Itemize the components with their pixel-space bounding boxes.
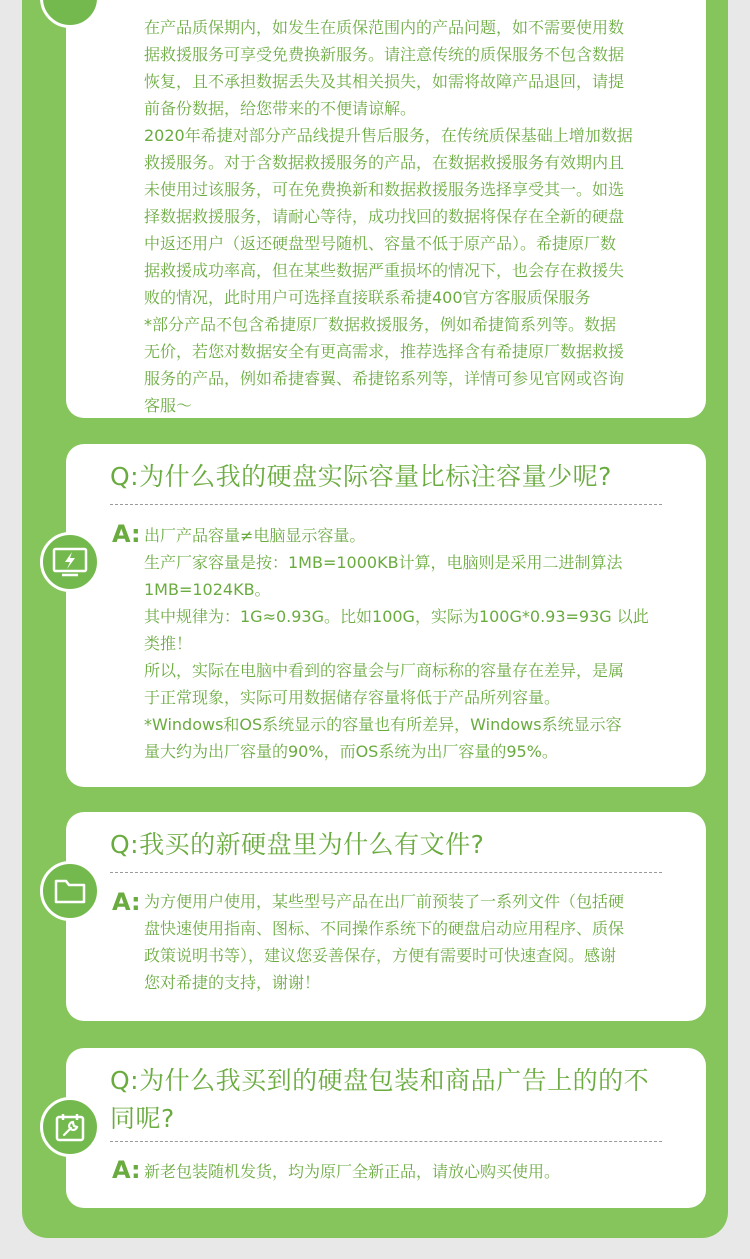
answer-label: A: xyxy=(112,888,141,916)
answer-paragraph xyxy=(144,1158,686,1185)
answer-line: 中返还用户（返还硬盘型号随机、容量不低于原产品）。希捷原厂数 xyxy=(144,234,617,253)
faq-card-warranty xyxy=(66,0,706,418)
answer-text xyxy=(144,14,686,419)
answer-line: *Windows和OS系统显示的容量也有所差异，Windows系统显示容 xyxy=(144,715,622,734)
answer-line: 择数据救援服务，请耐心等待，成功找回的数据将保存在全新的硬盘 xyxy=(144,207,625,226)
folder-icon xyxy=(40,861,100,921)
question-title: Q:我买的新硬盘里为什么有文件? xyxy=(110,830,485,859)
divider xyxy=(110,872,662,873)
divider xyxy=(110,504,662,505)
answer-line: 量大约为出厂容量的90%，而OS系统为出厂容量的95%。 xyxy=(144,742,558,761)
answer-label: A: xyxy=(112,520,141,548)
answer-text xyxy=(144,888,686,996)
answer-line: 于正常现象，实际可用数据储存容量将低于产品所列容量。 xyxy=(144,688,561,707)
faq-card-preloaded-files xyxy=(66,812,706,1021)
answer-paragraph xyxy=(144,14,686,122)
answer-line: 所以，实际在电脑中看到的容量会与厂商标称的容量存在差异，是属 xyxy=(144,661,625,680)
answer-line: 类推！ xyxy=(144,634,193,653)
answer-line: 据救援成功率高，但在某些数据严重损坏的情况下，也会存在救援失 xyxy=(144,261,625,280)
answer-paragraph xyxy=(144,122,686,311)
answer-line: 出厂产品容量≠电脑显示容量。 xyxy=(144,526,366,545)
answer-line: 前备份数据，给您带来的不便请谅解。 xyxy=(144,99,417,118)
answer-line: 1MB=1024KB。 xyxy=(144,580,271,599)
answer-line: 在产品质保期内，如发生在质保范围内的产品问题，如不需要使用数 xyxy=(144,18,625,37)
answer-line: 救援服务。对于含数据救援服务的产品，在数据救援服务有效期内且 xyxy=(144,153,625,172)
question-line: Q:为什么我买到的硬盘包装和商品广告上的的不 xyxy=(110,1066,650,1095)
answer-line: 您对希捷的支持，谢谢！ xyxy=(144,973,321,992)
answer-line: 据救援服务可享受免费换新服务。请注意传统的质保服务不包含数据 xyxy=(144,45,625,64)
answer-line: *部分产品不包含希捷原厂数据救援服务，例如希捷简系列等。数据 xyxy=(144,315,617,334)
question-line: 同呢? xyxy=(110,1104,175,1133)
answer-line: 未使用过该服务，可在免费换新和数据救援服务选择享受其一。如选 xyxy=(144,180,625,199)
question-title xyxy=(110,1062,662,1138)
question-title: Q:为什么我的硬盘实际容量比标注容量少呢? xyxy=(110,462,612,491)
answer-line: 为方便用户使用，某些型号产品在出厂前预装了一系列文件（包括硬 xyxy=(144,892,625,911)
screen-lightning-icon xyxy=(40,532,100,592)
calendar-wrench-icon xyxy=(40,1097,100,1157)
faq-card-capacity xyxy=(66,444,706,787)
answer-line: 恢复，且不承担数据丢失及其相关损失，如需将故障产品退回，请提 xyxy=(144,72,625,91)
answer-line: 无价，若您对数据安全有更高需求，推荐选择含有希捷原厂数据救援 xyxy=(144,342,625,361)
answer-paragraph xyxy=(144,311,686,419)
divider xyxy=(110,1141,662,1142)
answer-label: A: xyxy=(112,1156,141,1184)
answer-line: 败的情况，此时用户可选择直接联系希捷400官方客服质保服务 xyxy=(144,288,591,307)
answer-paragraph xyxy=(144,603,686,657)
answer-line: 客服～ xyxy=(144,396,193,415)
answer-line: 生产厂家容量是按：1MB=1000KB计算，电脑则是采用二进制算法 xyxy=(144,553,623,572)
answer-line: 2020年希捷对部分产品线提升售后服务，在传统质保基础上增加数据 xyxy=(144,126,633,145)
answer-paragraph xyxy=(144,711,686,765)
answer-paragraph xyxy=(144,522,686,549)
answer-paragraph xyxy=(144,888,686,996)
answer-line: 新老包装随机发货，均为原厂全新正品，请放心购买使用。 xyxy=(144,1162,561,1181)
answer-text xyxy=(144,522,686,765)
answer-line: 政策说明书等），建议您妥善保存，方便有需要时可快速查阅。感谢 xyxy=(144,946,617,965)
answer-line: 其中规律为：1G≈0.93G。比如100G，实际为100G*0.93=93G 以此 xyxy=(144,607,649,626)
answer-line: 服务的产品，例如希捷睿翼、希捷铭系列等，详情可参见官网或咨询 xyxy=(144,369,625,388)
answer-line: 盘快速使用指南、图标、不同操作系统下的硬盘启动应用程序、质保 xyxy=(144,919,625,938)
answer-text xyxy=(144,1158,686,1185)
answer-paragraph xyxy=(144,657,686,711)
faq-card-packaging xyxy=(66,1048,706,1208)
answer-paragraph xyxy=(144,549,686,603)
